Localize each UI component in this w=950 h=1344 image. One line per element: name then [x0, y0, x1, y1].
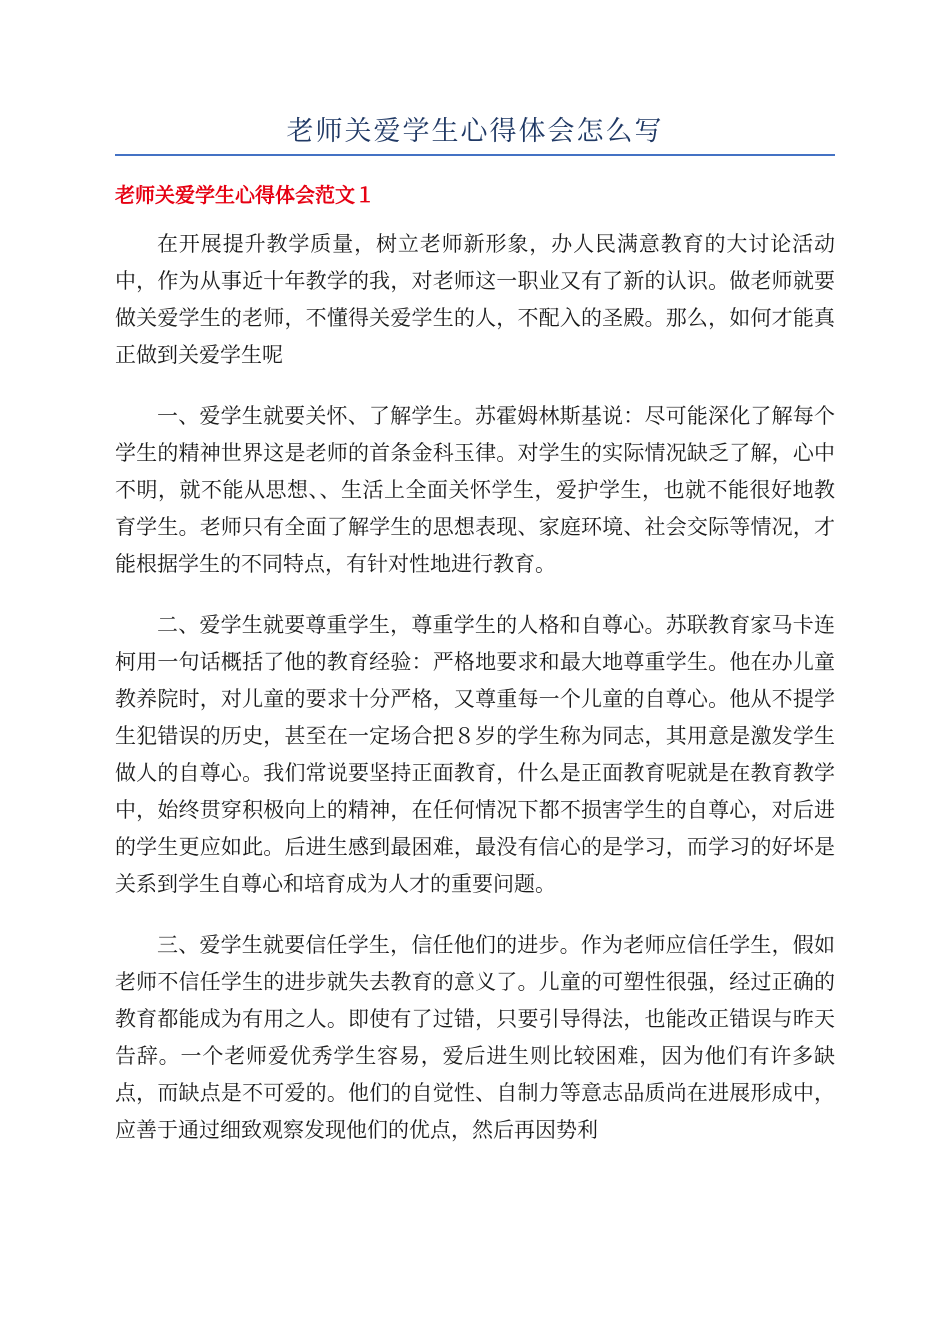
paragraph-intro: 在开展提升教学质量，树立老师新形象，办人民满意教育的大讨论活动中，作为从事近十年教学的我，对老师这一职业又有了新的认识。做老师就要做关爱学生的老师，不懂得关爱学生的人，不配入的圣殿。那么，如何才能真正做到关爱学生呢 — [115, 232, 835, 367]
paragraph-point-1: 一、爱学生就要关怀、了解学生。苏霍姆林斯基说：尽可能深化了解每个学生的精神世界这是老师的首条金科玉律。对学生的实际情况缺乏了解，心中不明，就不能从思想、、生活上全面关怀学生，爱护学生，也就不能很好地教育学生。老师只有全面了解学生的思想表现、家庭环境、社会交际等情况，才能根据学生的不同特点，有针对性地进行教育。 — [115, 404, 835, 576]
section-heading: 老师关爱学生心得体会范文１ — [115, 183, 375, 207]
paragraph-point-2: 二、爱学生就要尊重学生，尊重学生的人格和自尊心。苏联教育家马卡连柯用一句话概括了他的教育经验：严格地要求和最大地尊重学生。他在办儿童教养院时，对儿童的要求十分严格，又尊重每一个儿童的自尊心。他从不提学生犯错误的历史，甚至在一定场合把８岁的学生称为同志，其用意是激发学生做人的自尊心。我们常说要坚持正面教育，什么是正面教育呢就是在教育教学中，始终贯穿积极向上的精神，在任何情况下都不损害学生的自尊心，对后进的学生更应如此。后进生感到最困难，最没有信心的是学习，而学习的好坏是关系到学生自尊心和培育成为人才的重要问题。 — [115, 613, 835, 896]
document-body — [115, 226, 835, 1173]
title-underline — [115, 154, 835, 156]
document-title: 老师关爱学生心得体会怎么写 — [286, 116, 664, 147]
paragraph-point-3: 三、爱学生就要信任学生，信任他们的进步。作为老师应信任学生，假如老师不信任学生的进步就失去教育的意义了。儿童的可塑性很强，经过正确的教育都能成为有用之人。即使有了过错，只要引导得法，也能改正错误与昨天告辞。一个老师爱优秀学生容易，爱后进生则比较困难，因为他们有许多缺点，而缺点是不可爱的。他们的自觉性、自制力等意志品质尚在进展形成中，应善于通过细致观察发现他们的优点，然后再因势利 — [115, 933, 835, 1142]
